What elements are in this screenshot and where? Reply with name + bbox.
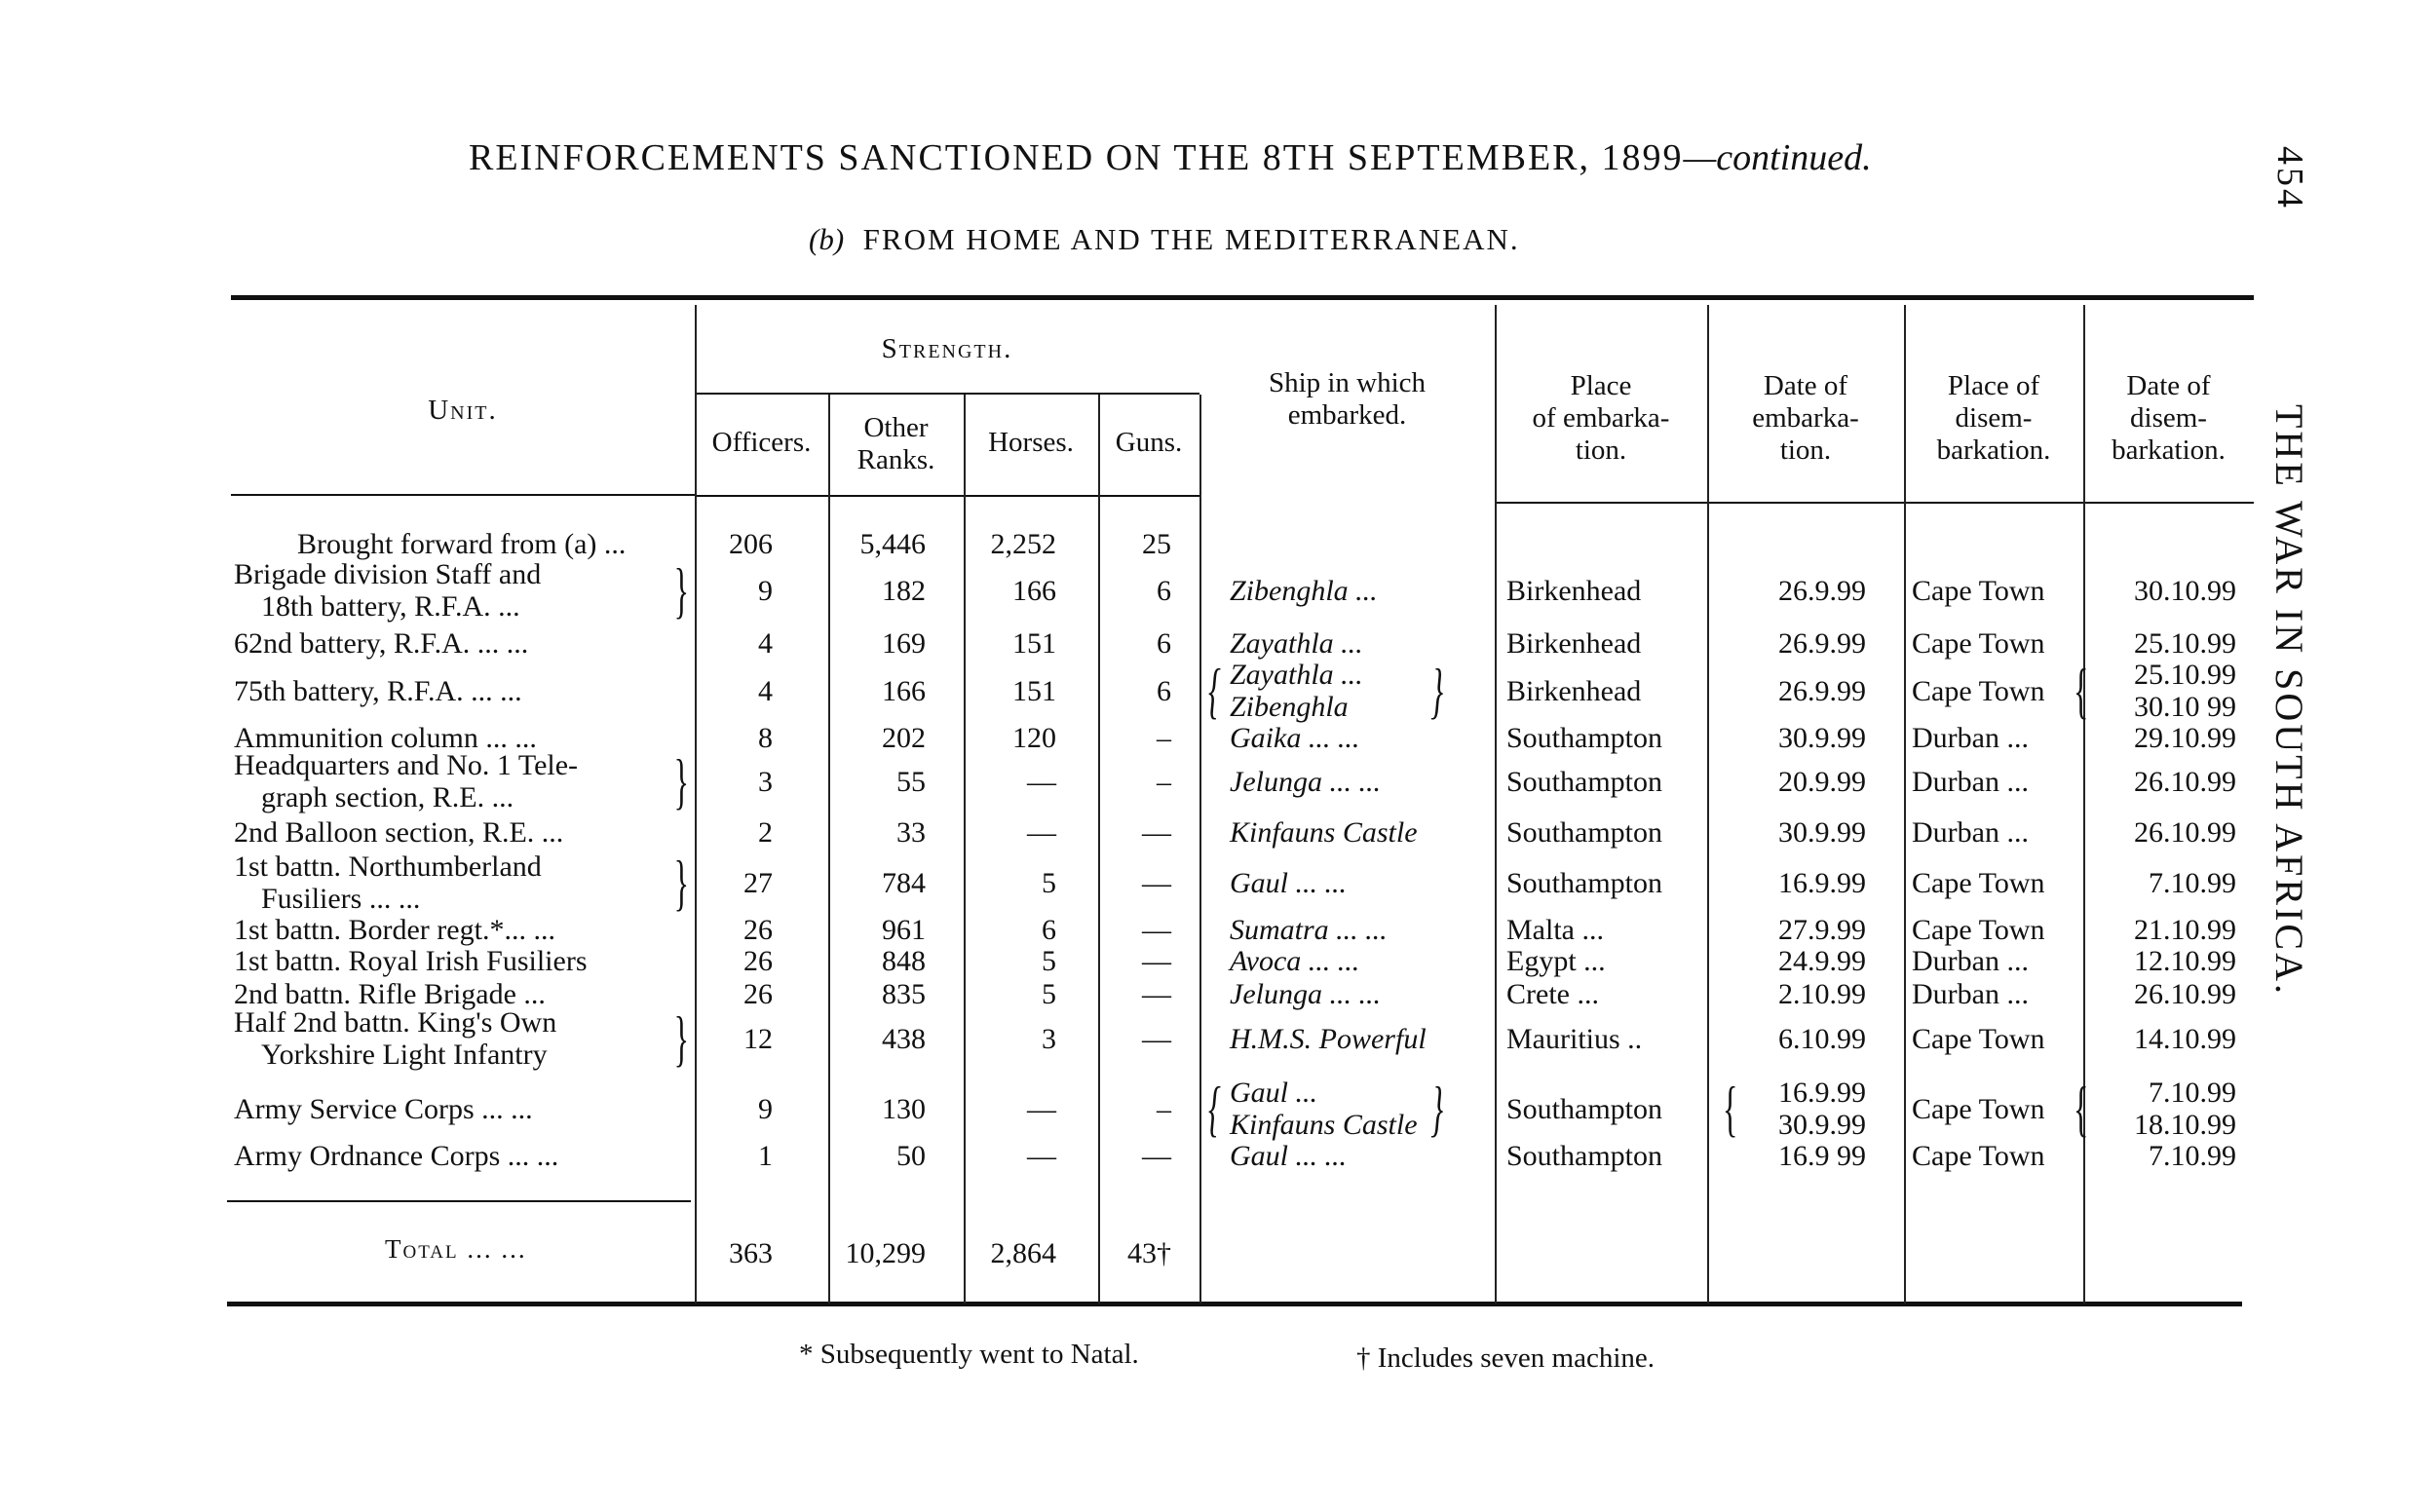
cell-line: 26.10.99 <box>2134 977 2236 1010</box>
cell-line: 26.10.99 <box>2134 765 2236 798</box>
cell-date-disembarkation <box>2095 867 2236 899</box>
cell-place-disembarkation <box>1912 945 2077 977</box>
cell-date-disembarkation <box>2095 816 2236 849</box>
cell-place-disembarkation <box>1912 1023 2077 1055</box>
cell-date-disembarkation <box>2095 1023 2236 1055</box>
cell-line: Durban ... <box>1912 944 2029 977</box>
cell-line: 1st battn. Royal Irish Fusiliers <box>234 944 588 977</box>
cell-horses: 151 <box>1012 674 1056 707</box>
cell-guns: — <box>1142 866 1171 899</box>
cell-line: Army Service Corps ... ... <box>234 1092 533 1125</box>
cell-date-disembarkation <box>2095 766 2236 798</box>
cell-line: Egypt ... <box>1506 944 1606 977</box>
cell-line: 12.10.99 <box>2134 944 2236 977</box>
header-line: barkation. <box>2112 435 2226 466</box>
cell-other-ranks: 438 <box>882 1022 926 1055</box>
cell-line: { 25.10.99 <box>2134 659 2236 691</box>
total-guns: 43† <box>1127 1237 1171 1269</box>
cell-line: 29.10.99 <box>2134 721 2236 754</box>
cell-date-embarkation <box>1744 627 1866 660</box>
cell-line: Headquarters and No. 1 Tele- <box>234 749 579 781</box>
cell-date-disembarkation <box>2095 1140 2236 1172</box>
cell-horses: — <box>1027 1092 1056 1125</box>
cell-officers: 9 <box>758 1092 773 1125</box>
cell-line: 27.9.99 <box>1778 913 1866 946</box>
cell-ship <box>1230 766 1483 798</box>
page-title <box>469 136 2047 179</box>
header-ship <box>1199 367 1495 432</box>
cell-date-embarkation <box>1744 945 1866 977</box>
cell-date-embarkation <box>1744 914 1866 946</box>
cell-unit <box>234 1093 685 1125</box>
bottom-rule <box>227 1302 2242 1306</box>
header-line: of embarka- <box>1532 402 1670 434</box>
cell-other-ranks: 835 <box>882 977 926 1010</box>
cell-line: 75th battery, R.F.A. ... ... <box>234 674 522 707</box>
cell-line: { Gaul ... <box>1230 1077 1317 1109</box>
cell-horses: 151 <box>1012 626 1056 660</box>
header-line: barkation. <box>1936 435 2051 466</box>
total-label: Total ... ... <box>385 1234 527 1264</box>
cell-place-embarkation <box>1506 914 1701 946</box>
page-number: 454 <box>2269 146 2310 210</box>
cell-guns: — <box>1142 977 1171 1010</box>
cell-date-embarkation <box>1744 816 1866 849</box>
header-line: Place of <box>1947 370 2040 401</box>
cell-line: 16.9 99 <box>1778 1139 1866 1172</box>
cell-line: Durban ... <box>1912 815 2029 849</box>
cell-line: Kinfauns Castle <box>1230 1109 1418 1141</box>
cell-ship <box>1230 867 1483 899</box>
running-title: THE WAR IN SOUTH AFRICA. <box>2267 404 2311 997</box>
cell-ship <box>1230 722 1483 754</box>
cell-place-disembarkation <box>1912 675 2077 707</box>
subtitle-prefix: (b) <box>809 222 845 256</box>
cell-line: Durban ... <box>1912 721 2029 754</box>
cell-guns: — <box>1142 913 1171 946</box>
cell-horses: — <box>1027 815 1056 849</box>
cell-place-disembarkation <box>1912 766 2077 798</box>
cell-unit <box>234 1006 685 1071</box>
section-subtitle <box>809 222 1520 257</box>
total-officers: 363 <box>729 1237 773 1269</box>
cell-line: 25.10.99 <box>2134 626 2236 660</box>
cell-line: Cape Town <box>1912 1022 2045 1055</box>
cell-officers: 27 <box>743 866 773 899</box>
cell-line: 30.9.99 <box>1778 815 1866 849</box>
header-rule-strength <box>695 495 1199 497</box>
header-line: Date of <box>1763 370 1848 401</box>
header-line: Other <box>863 412 929 443</box>
cell-line: Malta ... <box>1506 913 1604 946</box>
cell-guns: — <box>1142 1022 1171 1055</box>
cell-line: Birkenhead <box>1506 674 1642 707</box>
cell-date-disembarkation <box>2095 659 2236 723</box>
cell-line: 26.9.99 <box>1778 574 1866 607</box>
cell-horses: 6 <box>1042 913 1056 946</box>
cell-line: Gaul ... ... <box>1230 866 1347 899</box>
cell-line: Durban ... <box>1912 765 2029 798</box>
cell-other-ranks: 182 <box>882 574 926 607</box>
header-date-embarkation <box>1707 370 1904 467</box>
cell-line: 30.10.99 <box>2134 574 2236 607</box>
cell-line: Durban ... <box>1912 977 2029 1010</box>
cell-line: 18th battery, R.F.A. ... <box>261 590 520 623</box>
cell-guns: — <box>1142 1139 1171 1172</box>
header-guns: Guns. <box>1115 427 1183 458</box>
cell-unit <box>234 1140 685 1172</box>
cell-guns: – <box>1157 765 1171 798</box>
cell-date-embarkation <box>1744 1023 1866 1055</box>
cell-date-embarkation <box>1744 766 1866 798</box>
cell-place-disembarkation <box>1912 575 2077 607</box>
cell-unit <box>234 627 685 660</box>
cell-line: 26.9.99 <box>1778 674 1866 707</box>
cell-line: 24.9.99 <box>1778 944 1866 977</box>
cell-line: 30.9.99 <box>1778 721 1866 754</box>
cell-other-ranks: 55 <box>896 765 926 798</box>
cell-unit <box>234 816 685 849</box>
cell-ship <box>1230 945 1483 977</box>
cell-other-ranks: 202 <box>882 721 926 754</box>
cell-date-embarkation <box>1744 1077 1866 1141</box>
cell-officers: 26 <box>743 913 773 946</box>
header-other-ranks <box>828 412 964 476</box>
cell-guns: — <box>1142 944 1171 977</box>
cell-other-ranks: 961 <box>882 913 926 946</box>
cell-horses: 5 <box>1042 977 1056 1010</box>
cell-date-embarkation <box>1744 1140 1866 1172</box>
cell-other-ranks: 784 <box>882 866 926 899</box>
cell-place-embarkation <box>1506 1023 1701 1055</box>
cell-line: Southampton <box>1506 765 1663 798</box>
cell-line: 26.9.99 <box>1778 626 1866 660</box>
cell-line: Crete ... <box>1506 977 1599 1010</box>
cell-date-disembarkation <box>2095 575 2236 607</box>
cell-ship <box>1230 627 1483 660</box>
cell-line: 1st battn. Northumberland <box>234 850 542 883</box>
cell-officers: 9 <box>758 574 773 607</box>
cell-line: Mauritius .. <box>1506 1022 1643 1055</box>
total-horses: 2,864 <box>990 1237 1056 1269</box>
cell-line: Zibenghla <box>1230 691 1349 723</box>
header-date-disembarkation <box>2083 370 2254 467</box>
cell-line: Birkenhead <box>1506 574 1642 607</box>
cell-line: Cape Town <box>1912 1092 2045 1125</box>
header-place-disembarkation <box>1904 370 2083 467</box>
cell-place-disembarkation <box>1912 914 2077 946</box>
header-line: Ranks. <box>856 444 935 475</box>
cell-other-ranks: 848 <box>882 944 926 977</box>
cell-other-ranks: 169 <box>882 626 926 660</box>
cell-guns: – <box>1157 721 1171 754</box>
column-divider <box>1199 395 1201 1304</box>
cell-place-embarkation <box>1506 1140 1701 1172</box>
cell-line: 26.10.99 <box>2134 815 2236 849</box>
cell-unit <box>234 914 685 946</box>
cell-horses: — <box>1027 1139 1056 1172</box>
top-rule <box>231 295 2254 300</box>
cell-line: graph section, R.E. ... <box>261 781 514 813</box>
cell-line: 7.10.99 <box>2149 1139 2236 1172</box>
cell-other-ranks: 130 <box>882 1092 926 1125</box>
cell-line: Southampton <box>1506 1092 1663 1125</box>
cell-line: Army Ordnance Corps ... ... <box>234 1139 559 1172</box>
cell-officers: 2 <box>758 815 773 849</box>
cell-line: 30.9.99 <box>1778 1109 1866 1141</box>
cell-line: 21.10.99 <box>2134 913 2236 946</box>
cell-date-embarkation <box>1744 575 1866 607</box>
cell-line: Cape Town <box>1912 866 2045 899</box>
title-text: REINFORCEMENTS SANCTIONED ON THE 8TH SEPTEMBER, 1899 <box>469 137 1684 178</box>
cell-officers: 12 <box>743 1022 773 1055</box>
cell-place-embarkation <box>1506 722 1701 754</box>
cell-date-embarkation <box>1744 722 1866 754</box>
cell-place-embarkation <box>1506 675 1701 707</box>
cell-place-disembarkation <box>1912 816 2077 849</box>
cell-guns: – <box>1157 1092 1171 1125</box>
header-rule-right <box>1495 502 2254 504</box>
cell-officers: 4 <box>758 626 773 660</box>
header-officers: Officers. <box>711 427 812 458</box>
cell-other-ranks: 33 <box>896 815 926 849</box>
cell-line: Southampton <box>1506 721 1663 754</box>
cell-line: Zibenghla ... <box>1230 574 1378 607</box>
cell-officers: 1 <box>758 1139 773 1172</box>
cell-line: Sumatra ... ... <box>1230 913 1388 946</box>
cell-line: Cape Town <box>1912 1139 2045 1172</box>
cell-horses: 5 <box>1042 944 1056 977</box>
cell-place-disembarkation <box>1912 722 2077 754</box>
cell-unit <box>234 850 685 915</box>
header-rule-unit <box>231 494 695 496</box>
cell-line: Cape Town <box>1912 626 2045 660</box>
cell-officers: 4 <box>758 674 773 707</box>
cell-line: Gaul ... ... <box>1230 1139 1347 1172</box>
cell-unit <box>234 749 685 813</box>
cell-other-ranks: 5,446 <box>859 527 926 560</box>
cell-place-embarkation <box>1506 816 1701 849</box>
cell-line: Southampton <box>1506 815 1663 849</box>
header-line: disem- <box>1955 402 2033 434</box>
cell-date-disembarkation <box>2095 978 2236 1010</box>
cell-other-ranks: 50 <box>896 1139 926 1172</box>
cell-line: 7.10.99 <box>2149 866 2236 899</box>
cell-place-embarkation <box>1506 575 1701 607</box>
cell-line: Yorkshire Light Infantry <box>261 1039 548 1071</box>
cell-place-embarkation <box>1506 867 1701 899</box>
footnote-natal: * Subsequently went to Natal. <box>799 1339 1139 1370</box>
header-line: Date of <box>2126 370 2211 401</box>
cell-ship <box>1230 816 1483 849</box>
cell-line: Gaika ... ... <box>1230 721 1360 754</box>
cell-guns: 6 <box>1157 626 1171 660</box>
cell-line: 2nd battn. Rifle Brigade ... <box>234 977 546 1010</box>
cell-line: { 16.9.99 <box>1778 1077 1866 1109</box>
header-line: tion. <box>1575 435 1627 466</box>
total-rule <box>227 1200 691 1202</box>
cell-line: Brought forward from (a) ... <box>297 527 627 560</box>
cell-unit <box>234 528 685 560</box>
total-other-ranks: 10,299 <box>845 1237 926 1269</box>
cell-line: 18.10.99 <box>2134 1109 2236 1141</box>
cell-line: 1st battn. Border regt.*... ... <box>234 913 555 946</box>
header-line: Place <box>1570 370 1632 401</box>
cell-date-embarkation <box>1744 978 1866 1010</box>
cell-line: { Zayathla ... <box>1230 659 1363 691</box>
cell-date-disembarkation <box>2095 945 2236 977</box>
cell-line: Fusiliers ... ... <box>261 883 421 915</box>
cell-place-disembarkation <box>1912 978 2077 1010</box>
cell-horses: 5 <box>1042 866 1056 899</box>
cell-unit <box>234 978 685 1010</box>
cell-date-embarkation <box>1744 675 1866 707</box>
cell-ship <box>1230 659 1439 723</box>
cell-line: 62nd battery, R.F.A. ... ... <box>234 626 529 660</box>
cell-line: Half 2nd battn. King's Own <box>234 1006 557 1039</box>
cell-date-disembarkation <box>2095 627 2236 660</box>
cell-line: 16.9.99 <box>1778 866 1866 899</box>
cell-place-disembarkation <box>1912 867 2077 899</box>
subtitle-text: FROM HOME AND THE MEDITERRANEAN. <box>862 222 1520 256</box>
cell-place-disembarkation <box>1912 1093 2077 1125</box>
cell-ship <box>1230 1140 1483 1172</box>
cell-line: Birkenhead <box>1506 626 1642 660</box>
cell-horses: — <box>1027 765 1056 798</box>
cell-line: Cape Town <box>1912 574 2045 607</box>
cell-horses: 120 <box>1012 721 1056 754</box>
cell-guns: 6 <box>1157 574 1171 607</box>
cell-date-disembarkation <box>2095 722 2236 754</box>
header-line: embarked. <box>1287 399 1407 431</box>
strength-rule <box>695 393 1199 395</box>
header-unit: Unit. <box>428 395 498 426</box>
header-line: Ship in which <box>1268 367 1427 398</box>
cell-date-embarkation <box>1744 867 1866 899</box>
header-line: embarka- <box>1752 402 1859 434</box>
cell-line: Jelunga ... ... <box>1230 977 1381 1010</box>
cell-place-embarkation <box>1506 978 1701 1010</box>
header-horses: Horses. <box>988 427 1074 458</box>
header-strength: Strength. <box>881 333 1013 364</box>
cell-officers: 26 <box>743 944 773 977</box>
cell-ship <box>1230 575 1483 607</box>
cell-line: 2nd Balloon section, R.E. ... <box>234 815 564 849</box>
header-line: tion. <box>1779 435 1832 466</box>
cell-line: 2.10.99 <box>1778 977 1866 1010</box>
cell-horses: 166 <box>1012 574 1056 607</box>
cell-officers: 3 <box>758 765 773 798</box>
cell-date-disembarkation <box>2095 1077 2236 1141</box>
cell-line: Jelunga ... ... <box>1230 765 1381 798</box>
cell-line: Southampton <box>1506 866 1663 899</box>
cell-horses: 3 <box>1042 1022 1056 1055</box>
cell-guns: 6 <box>1157 674 1171 707</box>
cell-line: Cape Town <box>1912 674 2045 707</box>
cell-line: 20.9.99 <box>1778 765 1866 798</box>
cell-place-disembarkation <box>1912 627 2077 660</box>
cell-line: 6.10.99 <box>1778 1022 1866 1055</box>
cell-unit <box>234 558 685 623</box>
cell-ship <box>1230 1077 1439 1141</box>
title-continued: —continued. <box>1683 137 1872 178</box>
cell-officers: 26 <box>743 977 773 1010</box>
cell-officers: 8 <box>758 721 773 754</box>
cell-officers: 206 <box>729 527 773 560</box>
cell-date-disembarkation <box>2095 914 2236 946</box>
header-line: disem- <box>2130 402 2207 434</box>
cell-line: Ammunition column ... ... <box>234 721 537 754</box>
cell-ship <box>1230 1023 1483 1055</box>
cell-line: 30.10 99 <box>2134 691 2236 723</box>
cell-unit <box>234 945 685 977</box>
cell-line: Kinfauns Castle <box>1230 815 1418 849</box>
cell-line: Zayathla ... <box>1230 626 1363 660</box>
cell-place-embarkation <box>1506 1093 1701 1125</box>
cell-place-embarkation <box>1506 766 1701 798</box>
cell-ship <box>1230 978 1483 1010</box>
cell-line: Avoca ... ... <box>1230 944 1360 977</box>
cell-ship <box>1230 914 1483 946</box>
cell-line: H.M.S. Powerful <box>1230 1022 1427 1055</box>
cell-guns: 25 <box>1142 527 1171 560</box>
cell-line: Brigade division Staff and <box>234 558 542 590</box>
cell-guns: — <box>1142 815 1171 849</box>
cell-line: { 7.10.99 <box>2149 1077 2236 1109</box>
footnote-machine: † Includes seven machine. <box>1356 1342 1656 1374</box>
cell-line: Southampton <box>1506 1139 1663 1172</box>
cell-other-ranks: 166 <box>882 674 926 707</box>
cell-place-disembarkation <box>1912 1140 2077 1172</box>
header-place-embarkation <box>1495 370 1707 467</box>
cell-line: Cape Town <box>1912 913 2045 946</box>
cell-place-embarkation <box>1506 627 1701 660</box>
cell-place-embarkation <box>1506 945 1701 977</box>
cell-line: 14.10.99 <box>2134 1022 2236 1055</box>
cell-horses: 2,252 <box>990 527 1056 560</box>
cell-unit <box>234 675 685 707</box>
